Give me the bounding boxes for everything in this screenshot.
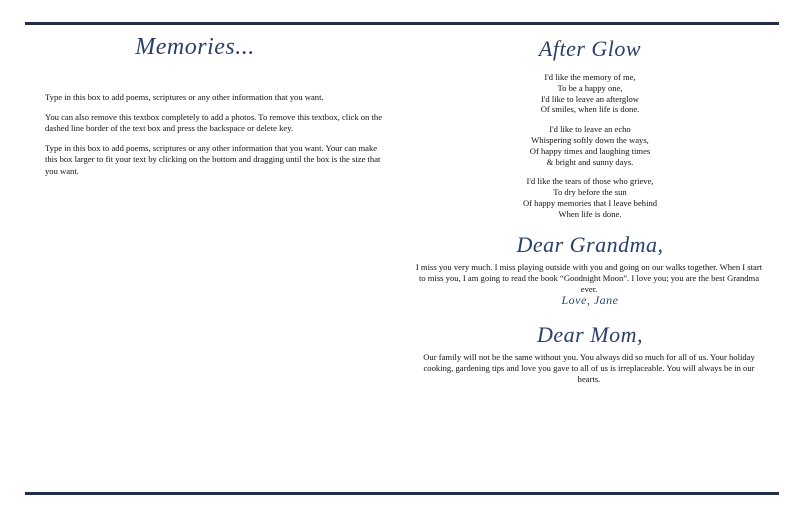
poem-line: Of smiles, when life is done. [540,104,640,115]
dear-grandma-heading: Dear Grandma, [516,232,664,257]
grandma-message[interactable]: I miss you very much. I miss playing outside with you and going on our walks together. When I start to miss you, I am going to read the book “Goodnight Moon”. I love you; you are the best Grandma ever. [415,262,763,294]
poem-line: To dry before the sun [553,187,627,198]
poem-line: I'd like the memory of me, [544,72,636,82]
poem-line: I'd like the tears of those who grieve, [526,176,654,187]
poem-stanza [405,72,775,115]
poem-line: Whispering softly down the ways, [531,134,649,145]
poem-body[interactable] [405,72,775,229]
poem-line: I'd like to leave an afterglow [540,93,640,104]
signature-love-jane: Love, Jane [561,293,619,307]
memories-heading: Memories... [135,34,255,60]
memories-paragraph: Type in this box to add poems, scriptures or any other information that you want. [45,92,324,102]
poem-line: Of happy times and laughing times [529,145,651,156]
poem-line: I'd like to leave an echo [549,124,631,135]
poem-line: To be a happy one, [557,82,623,93]
bottom-border-rule [25,492,779,495]
poem-line: Of happy memories that I leave behind [522,197,658,208]
mom-message[interactable]: Our family will not be the same without you. You always did so much for all of us. Your holiday cooking, gardening tips and love you gave to all of us is irreplaceable. You will always be in our hearts. [423,352,755,384]
poem-stanza [405,124,775,167]
top-border-rule [25,22,779,25]
dear-mom-heading: Dear Mom, [537,322,643,347]
poem-line: & bright and sunny days. [546,156,634,167]
memories-paragraph: Type in this box to add poems, scriptures or any other information that you want. Your can make this box larger to fit your text by clicking on the bottom and dragging until the box is the size that you want. [45,142,381,176]
memories-paragraph: You can also remove this textbox completely to add a photos. To remove this textbox, click on the dashed line border of the text box and press the backspace or delete key. [45,111,383,133]
poem-stanza [405,176,775,219]
memories-textbox[interactable] [45,92,390,185]
poem-title: After Glow [538,36,642,61]
poem-line: When life is done. [558,208,622,219]
